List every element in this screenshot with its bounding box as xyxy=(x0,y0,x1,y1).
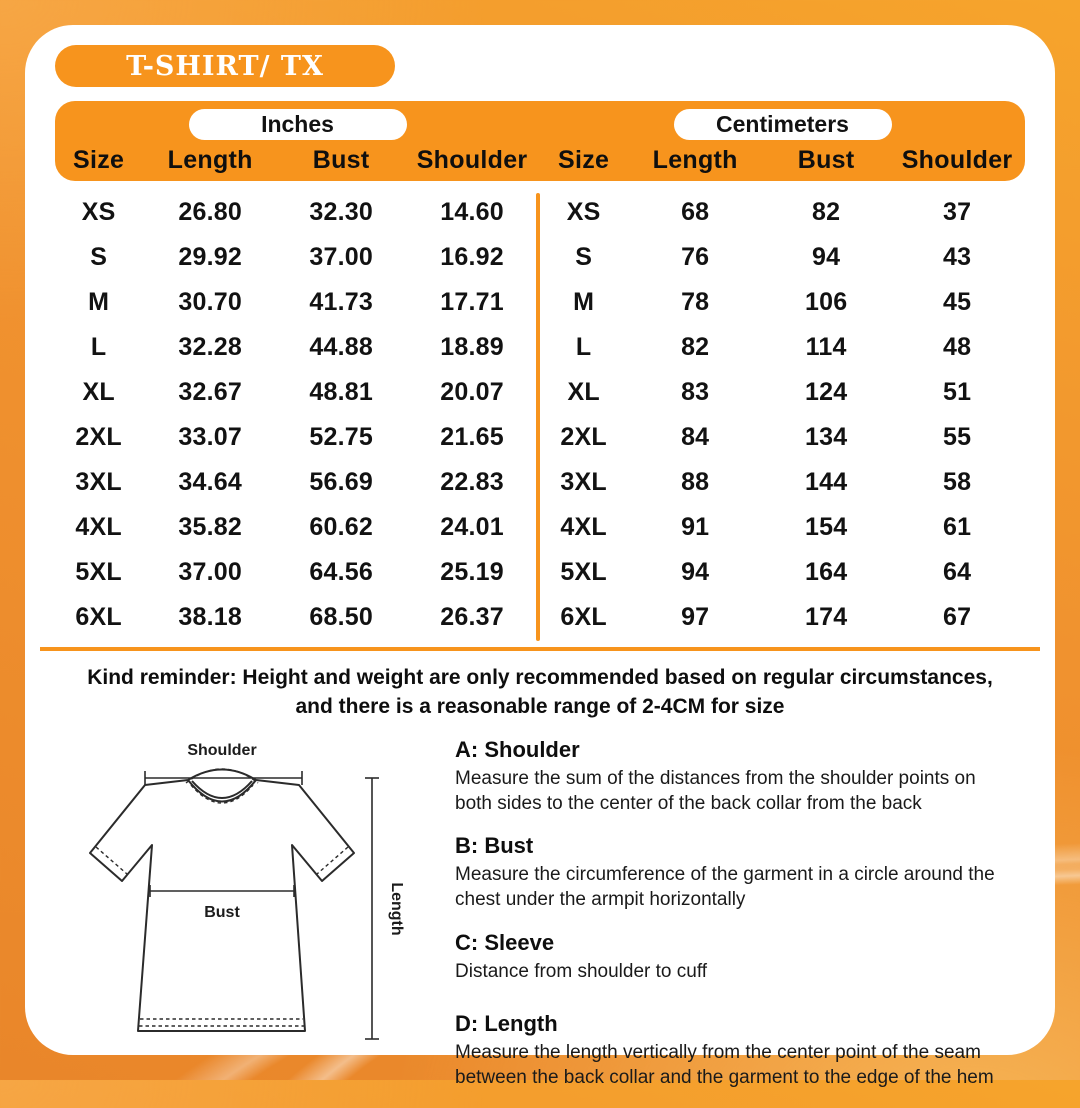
value-cell: 22.83 xyxy=(440,468,504,496)
column-header: Size xyxy=(73,145,125,174)
length-measure-line xyxy=(365,778,379,1039)
tshirt-measure-diagram xyxy=(70,723,450,1053)
tshirt-outline xyxy=(90,770,354,1032)
value-cell: 25.19 xyxy=(440,558,504,586)
size-cell: 3XL xyxy=(75,468,122,496)
size-cell: 3XL xyxy=(560,468,607,496)
column-header: Shoulder xyxy=(901,145,1013,174)
size-cell: 4XL xyxy=(75,513,122,541)
size-cell: L xyxy=(575,333,592,361)
value-cell: 17.71 xyxy=(440,288,504,316)
horizontal-divider xyxy=(40,647,1040,651)
value-cell: 48.81 xyxy=(309,378,373,406)
column-header: Size xyxy=(558,145,610,174)
column-header: Length xyxy=(652,145,738,174)
kind-reminder xyxy=(25,663,1055,722)
size-chart-card xyxy=(25,25,1055,1089)
guide-heading: C: Sleeve xyxy=(455,929,555,955)
value-cell: 41.73 xyxy=(309,288,373,316)
size-cell: 6XL xyxy=(560,603,607,631)
size-cell: XL xyxy=(82,378,115,406)
value-cell: 64 xyxy=(942,558,972,586)
title-pill xyxy=(55,45,395,87)
inches-table xyxy=(55,190,540,640)
value-cell: 88 xyxy=(681,468,710,496)
column-header: Length xyxy=(167,145,253,174)
value-cell: 106 xyxy=(804,288,848,316)
size-cell: 4XL xyxy=(560,513,607,541)
guide-section-length xyxy=(455,1011,1025,1090)
value-cell: 134 xyxy=(804,423,848,451)
value-cell: 38.18 xyxy=(178,603,242,631)
bust-label: Bust xyxy=(204,904,240,921)
size-cell: L xyxy=(90,333,107,361)
value-cell: 33.07 xyxy=(178,423,242,451)
size-cell: S xyxy=(90,243,108,271)
value-cell: 29.92 xyxy=(178,243,242,271)
guide-body: Measure the length vertically from the center point of the seam between the back collar and the garment to the edge of the hem xyxy=(455,1042,994,1089)
value-cell: 56.69 xyxy=(309,468,373,496)
value-cell: 37 xyxy=(942,198,972,226)
value-cell: 124 xyxy=(804,378,848,406)
centimeters-column-headers xyxy=(540,143,1025,177)
guide-body: Measure the circumference of the garment in a circle around the chest under the armpit horizontally xyxy=(455,864,995,911)
value-cell: 60.62 xyxy=(309,513,373,541)
value-cell: 43 xyxy=(942,243,972,271)
value-cell: 78 xyxy=(681,288,710,316)
size-cell: XL xyxy=(567,378,600,406)
value-cell: 55 xyxy=(942,423,972,451)
value-cell: 94 xyxy=(681,558,710,586)
value-cell: 26.37 xyxy=(440,603,504,631)
measure-guide xyxy=(455,737,1025,1108)
guide-heading: D: Length xyxy=(455,1011,558,1037)
size-cell: 6XL xyxy=(75,603,122,631)
guide-section-sleeve xyxy=(455,930,1025,985)
table-header-band xyxy=(55,101,1025,181)
size-cell: 2XL xyxy=(75,423,122,451)
size-tables xyxy=(55,190,1025,640)
value-cell: 174 xyxy=(804,603,848,631)
column-header: Bust xyxy=(797,145,855,174)
value-cell: 67 xyxy=(942,603,972,631)
value-cell: 20.07 xyxy=(440,378,504,406)
guide-section-shoulder xyxy=(455,737,1025,816)
value-cell: 164 xyxy=(804,558,848,586)
value-cell: 32.28 xyxy=(178,333,242,361)
value-cell: 16.92 xyxy=(440,243,504,271)
value-cell: 14.60 xyxy=(440,198,504,226)
value-cell: 83 xyxy=(681,378,710,406)
value-cell: 21.65 xyxy=(440,423,504,451)
size-cell: M xyxy=(573,288,595,316)
inches-column-headers xyxy=(55,143,540,177)
value-cell: 32.30 xyxy=(309,198,373,226)
value-cell: 30.70 xyxy=(178,288,242,316)
value-cell: 48 xyxy=(942,333,972,361)
length-label: Length xyxy=(388,882,405,936)
guide-heading: B: Bust xyxy=(455,833,534,859)
value-cell: 35.82 xyxy=(178,513,242,541)
value-cell: 24.01 xyxy=(440,513,504,541)
value-cell: 68 xyxy=(681,198,710,226)
value-cell: 82 xyxy=(681,333,710,361)
centimeters-header-half xyxy=(540,101,1025,181)
value-cell: 144 xyxy=(804,468,848,496)
value-cell: 37.00 xyxy=(178,558,242,586)
size-cell: 5XL xyxy=(75,558,122,586)
centimeters-table xyxy=(540,190,1025,640)
value-cell: 154 xyxy=(804,513,848,541)
value-cell: 97 xyxy=(681,603,710,631)
centimeters-unit-pill: Centimeters xyxy=(674,109,892,140)
guide-body: Measure the sum of the distances from the shoulder points on both sides to the center of the back collar from the back xyxy=(455,768,976,814)
value-cell: 94 xyxy=(812,243,841,271)
value-cell: 44.88 xyxy=(309,333,373,361)
value-cell: 52.75 xyxy=(309,423,373,451)
value-cell: 32.67 xyxy=(178,378,242,406)
reminder-line1: Kind reminder: Height and weight are only recommended based on regular circumstances, xyxy=(87,666,993,689)
value-cell: 58 xyxy=(942,468,972,496)
inches-unit-pill: Inches xyxy=(189,109,407,140)
value-cell: 26.80 xyxy=(178,198,242,226)
size-cell: XS xyxy=(566,198,601,226)
reminder-line2: and there is a reasonable range of 2-4CM for size xyxy=(295,695,785,719)
value-cell: 114 xyxy=(805,333,847,361)
inches-header-half xyxy=(55,101,540,181)
tshirt-stitching xyxy=(96,769,348,1026)
value-cell: 18.89 xyxy=(440,333,504,361)
size-cell: XS xyxy=(81,198,116,226)
column-header: Bust xyxy=(312,145,370,174)
value-cell: 76 xyxy=(681,243,710,271)
value-cell: 68.50 xyxy=(309,603,373,631)
bust-measure-line xyxy=(150,885,294,897)
shoulder-label: Shoulder xyxy=(187,742,257,759)
size-cell: 5XL xyxy=(560,558,607,586)
guide-body: Distance from shoulder to cuff xyxy=(455,960,708,982)
guide-section-bust xyxy=(455,833,1025,912)
value-cell: 64.56 xyxy=(309,558,373,586)
value-cell: 34.64 xyxy=(178,468,242,496)
value-cell: 37.00 xyxy=(309,243,373,271)
value-cell: 91 xyxy=(681,513,710,541)
value-cell: 45 xyxy=(942,288,972,316)
value-cell: 61 xyxy=(942,513,972,541)
value-cell: 84 xyxy=(681,423,710,451)
vertical-divider xyxy=(536,193,540,641)
value-cell: 51 xyxy=(942,378,972,406)
column-header: Shoulder xyxy=(416,145,528,174)
size-cell: S xyxy=(575,243,593,271)
size-cell: 2XL xyxy=(560,423,607,451)
page-title: T-SHIRT/ TX xyxy=(126,50,324,82)
size-cell: M xyxy=(88,288,110,316)
value-cell: 82 xyxy=(812,198,841,226)
guide-heading: A: Shoulder xyxy=(455,737,580,762)
